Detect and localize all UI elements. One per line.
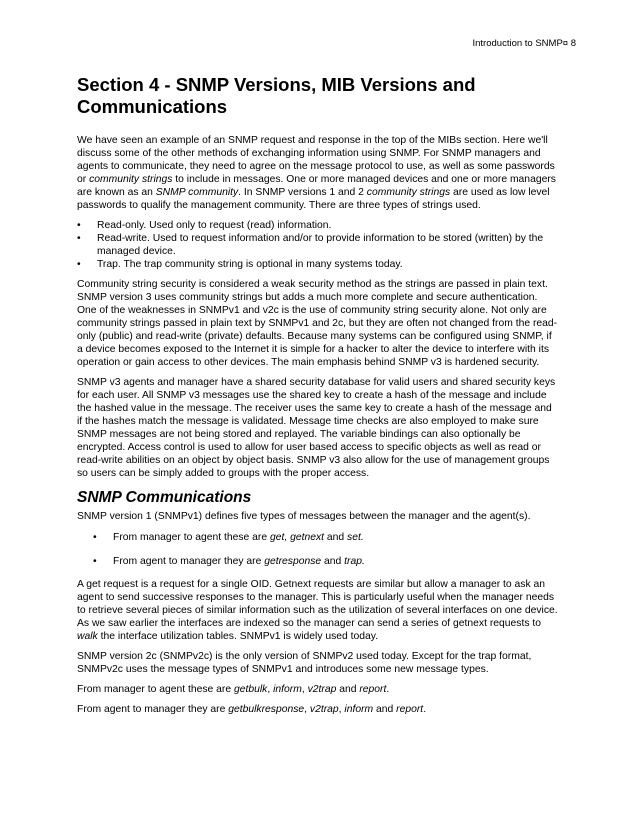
v2c-agent-to-manager [77, 703, 559, 716]
paragraph-text: , [301, 684, 308, 695]
paragraph-text: . [423, 704, 427, 715]
string-types-list [77, 219, 559, 271]
running-header: Introduction to SNMP¤ 8 [472, 38, 576, 49]
bullet-text: and [324, 532, 348, 543]
paragraph-emphasis: getbulkresponse [228, 704, 305, 715]
intro-text-1: We have seen an example of an SNMP request and response in the top of the MIBs section. Here we'll discuss some of the other methods of exchanging information using SNMP. For SNMP managers and agents to communicate, they need to agree on the message protocol to use, as well as some passwords or [77, 135, 555, 185]
paragraph-emphasis: v2trap [307, 684, 337, 695]
intro-emphasis-2: SNMP community [155, 187, 239, 198]
section-title: Section 4 - SNMP Versions, MIB Versions and Communications [77, 74, 476, 117]
page-content [77, 74, 559, 723]
list-item [93, 555, 559, 568]
paragraph-text: and [336, 684, 360, 695]
paragraph-text: , [304, 704, 310, 715]
bullet-text: From manager to agent these are [113, 532, 270, 543]
bullet-emphasis: set. [347, 532, 364, 543]
intro-text-2: to include in messages. One or more managed devices and one or more managers are known as an [77, 174, 556, 198]
intro-text-4: are used as low level passwords to qualify the management community. There are three types of strings used. [77, 187, 550, 211]
security-paragraph: Community string security is considered a weak security method as the strings are passed in plain text. SNMP version 3 uses community strings but adds a much more complete and secure authentication. One of the weaknesses in SNMPv1 and v2c is the use of community string security alone. Not only are community strings passed in plain text by SNMPv1 and 2c, but they are often not changed from the read-only (public) and read-write (private) defaults. Because many systems can be configured using SNMP, if a device becomes exposed to the Internet it is simple for a hacker to alter the device to interfere with its operation or gain access to other devices. The main emphasis behind SNMP v3 is hardened security. [77, 279, 558, 368]
bullet-emphasis: get, getnext [269, 532, 325, 543]
list-item [93, 531, 559, 544]
v1-message-list [93, 531, 559, 568]
list-item: • Read-only. Used only to request (read) information. [77, 219, 559, 232]
paragraph-emphasis: inform [344, 704, 374, 715]
paragraph-emphasis: inform [273, 684, 302, 695]
paragraph-text: and [373, 704, 397, 715]
bullet-text: From agent to manager they are [113, 556, 265, 567]
paragraph-emphasis: walk [77, 631, 98, 642]
bullet-emphasis: trap. [344, 556, 365, 567]
v2c-manager-to-agent [77, 683, 559, 696]
intro-emphasis-1: community strings [89, 174, 173, 185]
list-item: • Trap. The trap community string is optional in many systems today. [77, 258, 559, 271]
paragraph-emphasis: v2trap [309, 704, 339, 715]
communications-intro: SNMP version 1 (SNMPv1) defines five types of messages between the manager and the agent(s). [77, 511, 531, 522]
getnext-paragraph [77, 578, 559, 643]
paragraph-text: , [267, 684, 274, 695]
paragraph-text: From manager to agent these are [77, 684, 234, 695]
paragraph-text: A get request is a request for a single OID. Getnext requests are similar but allow a manager to ask an agent to send successive responses to the manager. This is particularly useful when the manager needs to retrieve several pieces of similar information such as the utilization of several interfaces on one device. As we saw earlier the interfaces are indexed so the manager can send a series of getnext requests to [77, 579, 558, 629]
bullet-emphasis: getresponse [264, 556, 322, 567]
communications-title: SNMP Communications [77, 489, 252, 506]
paragraph-emphasis: getbulk [233, 684, 268, 695]
paragraph-text: the interface utilization tables. SNMPv1 is widely used today. [97, 631, 379, 642]
paragraph-emphasis: report [396, 704, 424, 715]
intro-paragraph [77, 134, 559, 212]
paragraph-text: . [386, 684, 390, 695]
intro-emphasis-3: community strings [366, 187, 451, 198]
v2c-paragraph: SNMP version 2c (SNMPv2c) is the only version of SNMPv2 used today. Except for the trap format, SNMPv2c uses the message types of SNMPv1 and introduces some new message types. [77, 651, 532, 675]
paragraph-text: From agent to manager they are [77, 704, 229, 715]
v3-paragraph: SNMP v3 agents and manager have a shared security database for valid users and shared security keys for each user. All SNMP v3 messages use the shared key to create a hash of the message and include the hashed value in the message. The receiver uses the same key to create a hash of the message and if the hashes match the message is validated. Message time checks are also employed to make sure SNMP messages are not being stored and replayed. The variable bindings can also optionally be encrypted. Access control is used to allow for user based access to specific objects as well as read or read-write abilities on an object by object basis. SNMP v3 also allow for the use of management groups so users can be simply added to groups with the proper access. [77, 377, 556, 479]
intro-text-3: . In SNMP versions 1 and 2 [238, 187, 367, 198]
bullet-text: and [321, 556, 345, 567]
paragraph-emphasis: report [359, 684, 387, 695]
paragraph-text: , [338, 704, 345, 715]
list-item: • Read-write. Used to request information and/or to provide information to be stored (written) by the managed device. [77, 232, 559, 258]
